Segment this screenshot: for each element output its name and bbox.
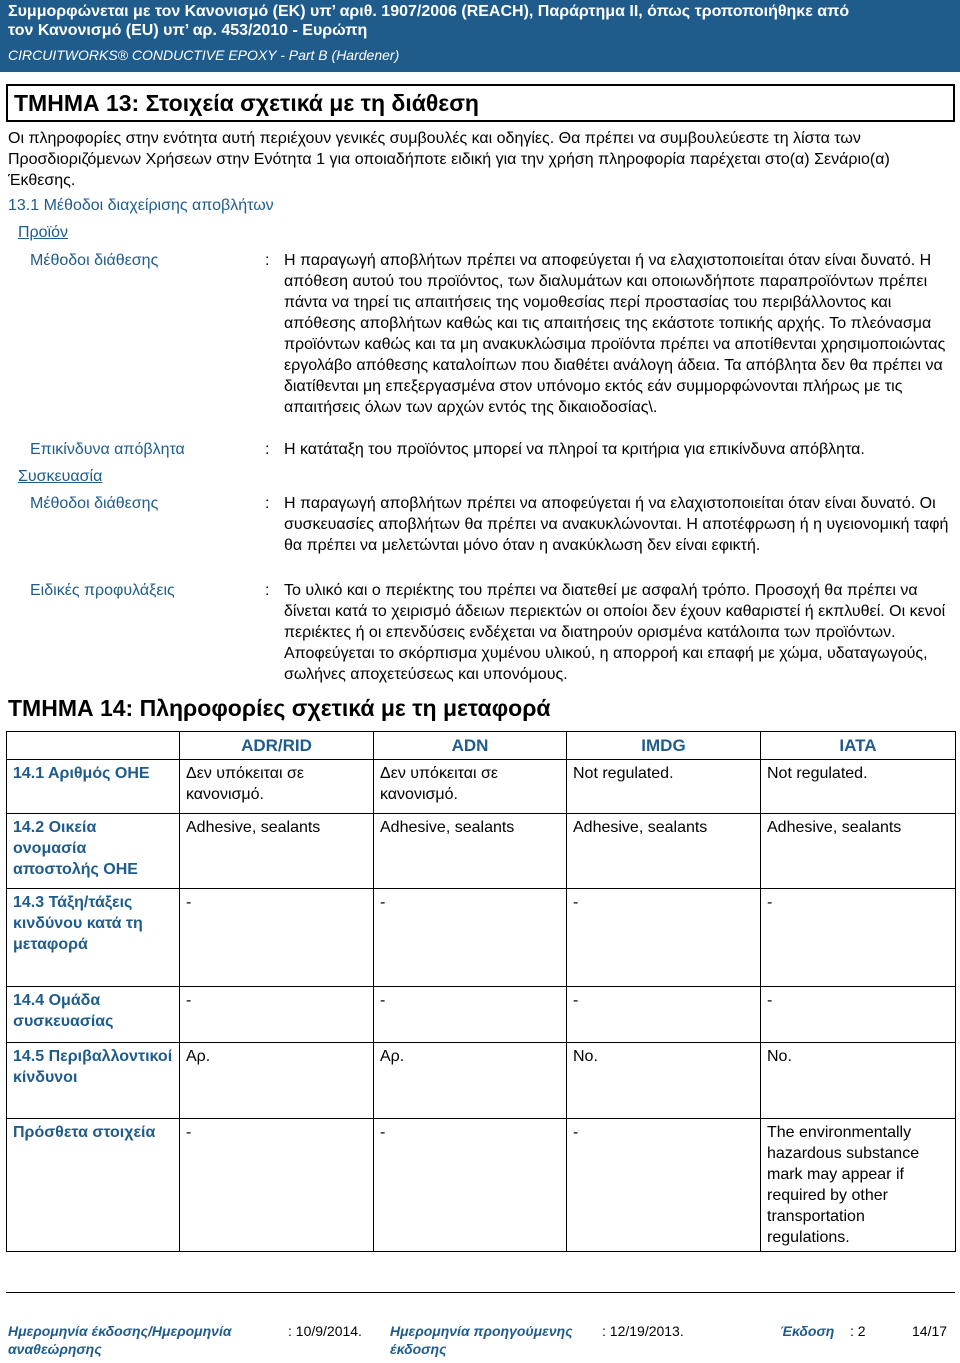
disposal-methods-value: Η παραγωγή αποβλήτων πρέπει να αποφεύγεται ή να ελαχιστοποιείται όταν είναι δυνατό. Η απόθεση αυτού του προϊόντος, των διαλυμάτων και οποιωνδήποτε παραπροϊόντων πρέπει πάντα να τηρεί τις απαιτήσεις της νομοθεσίας περί προστασίας του περιβάλλοντος και απόθεσης αποβλήτων καθώς και τις απαιτήσεις της εκάστοτε τοπικής αρχής. Το πλεόνασμα προϊόντων καθώς και τα μη ανακυκλώσιμα προϊόντα πρέπει να αποτίθενται χρησιμοποιώντας εργολάβο απόθεσης καταλοίπων που διαθέτει ανάλογη άδεια. Τα απόβλητα δεν θα πρέπει να διατίθενται μη επεξεργασμένα στον υπόνομο εκτός εάν συμμορφώνονται πλήρως με τις απαιτήσεις όλων των αρχών εντός της δικαιοδοσίας\. (284, 252, 946, 416)
row-label-shipping-name: 14.2 Οικεία ονομασία αποστολής ΟΗΕ (7, 814, 180, 889)
table-cell: - (761, 987, 956, 1043)
table-cell: - (180, 889, 374, 987)
table-header-row (7, 732, 956, 760)
footer-page-number: 14/17 (912, 1323, 948, 1339)
table-row (7, 760, 956, 814)
disposal-methods-label: Μέθοδοι διάθεσης (30, 252, 159, 269)
footer-version-label: Έκδοση (780, 1323, 835, 1339)
table-cell: Not regulated. (567, 760, 761, 814)
hazardous-waste-value: Η κατάταξη του προϊόντος μπορεί να πληροί τα κριτήρια για επικίνδυνα απόβλητα. (284, 441, 865, 458)
hazardous-waste-label: Επικίνδυνα απόβλητα (30, 441, 185, 458)
table-cell: - (374, 987, 567, 1043)
special-precautions-value: Το υλικό και ο περιέκτης του πρέπει να διατεθεί με ασφαλή τρόπο. Προσοχή θα πρέπει να δίνεται κατά το χειρισμό άδειων περιεκτών οι οποίοι δεν έχουν καθαριστεί ή εκπλυθεί. Οι κενοί περιέκτες ή οι επενδύσεις ενδέχεται να διατηρούν ορισμένα κατάλοιπα των προϊόντων. Αποφεύγεται το σκόρπισμα χυμένου υλικού, η απορροή και επαφή με χώμα, υδαταγωγούς, σωλήνες αποχετεύσεως και υπονόμους. (284, 582, 946, 683)
section-13-heading-box (6, 84, 955, 122)
packaging-disposal-value: Η παραγωγή αποβλήτων πρέπει να αποφεύγεται ή να ελαχιστοποιείται όταν είναι δυνατό. Οι συσκευασίες αποβλήτων θα πρέπει να ανακυκλώνονται. Η αποτέφρωση ή η υγειονομική ταφή θα πρέπει να μελετώνται μόνο όταν η ανακύκλωση δεν είναι εφικτή. (284, 495, 949, 554)
table-cell: - (180, 1119, 374, 1252)
column-header-imdg: IMDG (567, 732, 761, 760)
regulation-line-2: τον Κανονισμό (ΕU) υπ’ αρ. 453/2010 - Ευρώπη (8, 22, 368, 39)
column-header-adn: ADN (374, 732, 567, 760)
regulation-line-1: Συμμορφώνεται με τον Κανονισμό (ΕΚ) υπ’ αριθ. 1907/2006 (REACH), Παράρτημα II, όπως τροποποιήθηκε από (8, 3, 850, 20)
column-header-adr-rid: ADR/RID (180, 732, 374, 760)
table-cell: - (567, 987, 761, 1043)
row-label-hazard-class: 14.3 Τάξη/τάξεις κινδύνου κατά τη μεταφορά (7, 889, 180, 987)
table-cell: The environmentally hazardous substance mark may appear if required by other transportation regulations. (761, 1119, 956, 1252)
row-label-additional-info: Πρόσθετα στοιχεία (7, 1119, 180, 1252)
table-cell: - (567, 889, 761, 987)
table-cell: Δεν υπόκειται σε κανονισμό. (180, 760, 374, 814)
table-cell: Αρ. (180, 1043, 374, 1119)
colon: : (265, 582, 270, 599)
table-row (7, 814, 956, 889)
table-row (7, 1043, 956, 1119)
special-precautions-label: Ειδικές προφυλάξεις (30, 582, 175, 599)
table-cell: No. (761, 1043, 956, 1119)
section-14-title: ΤΜΗΜΑ 14: Πληροφορίες σχετικά με τη μεταφορά (8, 695, 551, 721)
table-cell: Adhesive, sealants (761, 814, 956, 889)
product-name: CIRCUITWORKS® CONDUCTIVE EPOXY - Part B (Hardener) (8, 47, 400, 63)
row-label-un-number: 14.1 Αριθμός ΟΗΕ (7, 760, 180, 814)
table-cell: Adhesive, sealants (180, 814, 374, 889)
colon: : (265, 252, 270, 269)
row-label-environmental-hazards: 14.5 Περιβαλλοντικοί κίνδυνοι (7, 1043, 180, 1119)
packaging-disposal-label: Μέθοδοι διάθεσης (30, 495, 159, 512)
column-header-iata: IATA (761, 732, 956, 760)
header-empty-cell (7, 732, 180, 760)
table-cell: No. (567, 1043, 761, 1119)
packaging-group-label: Συσκευασία (18, 468, 103, 485)
table-cell: Adhesive, sealants (374, 814, 567, 889)
document-header (0, 0, 960, 72)
footer-previous-date-label: Ημερομηνία προηγούμενης έκδοσης (390, 1323, 573, 1357)
row-label-packing-group: 14.4 Ομάδα συσκευασίας (7, 987, 180, 1043)
table-cell: - (567, 1119, 761, 1252)
footer-version-value: : 2 (850, 1323, 866, 1339)
table-cell: Αρ. (374, 1043, 567, 1119)
footer-issue-date-value: : 10/9/2014. (288, 1323, 362, 1339)
product-group-label: Προϊόν (18, 224, 69, 241)
table-row (7, 987, 956, 1043)
table-row (7, 889, 956, 987)
footer-issue-date-label: Ημερομηνία έκδοσης/Ημερομηνία αναθεώρησης (8, 1323, 232, 1357)
colon: : (265, 495, 270, 512)
waste-methods-subheading: 13.1 Μέθοδοι διαχείρισης αποβλήτων (8, 197, 274, 214)
table-cell: - (761, 889, 956, 987)
table-cell: Δεν υπόκειται σε κανονισμό. (374, 760, 567, 814)
colon: : (265, 441, 270, 458)
table-row (7, 1119, 956, 1252)
table-cell: Not regulated. (761, 760, 956, 814)
table-cell: - (374, 1119, 567, 1252)
footer-previous-date-value: : 12/19/2013. (602, 1323, 684, 1339)
table-cell: - (180, 987, 374, 1043)
section-13-title: ΤΜΗΜΑ 13: Στοιχεία σχετικά με τη διάθεση (14, 90, 479, 116)
table-cell: - (374, 889, 567, 987)
section-13-intro: Οι πληροφορίες στην ενότητα αυτή περιέχουν γενικές συμβουλές και οδηγίες. Θα πρέπει να συμβουλεύεστε τη λίστα των Προσδιοριζόμενων Χρήσεων στην Ενότητα 1 για οποιαδήποτε ειδική για την χρήση πληροφορία παρέχεται στο(α) Σενάριο(α) Έκθεσης. (8, 130, 890, 189)
table-cell: Adhesive, sealants (567, 814, 761, 889)
transport-table (6, 731, 956, 1252)
footer-divider (6, 1292, 955, 1293)
